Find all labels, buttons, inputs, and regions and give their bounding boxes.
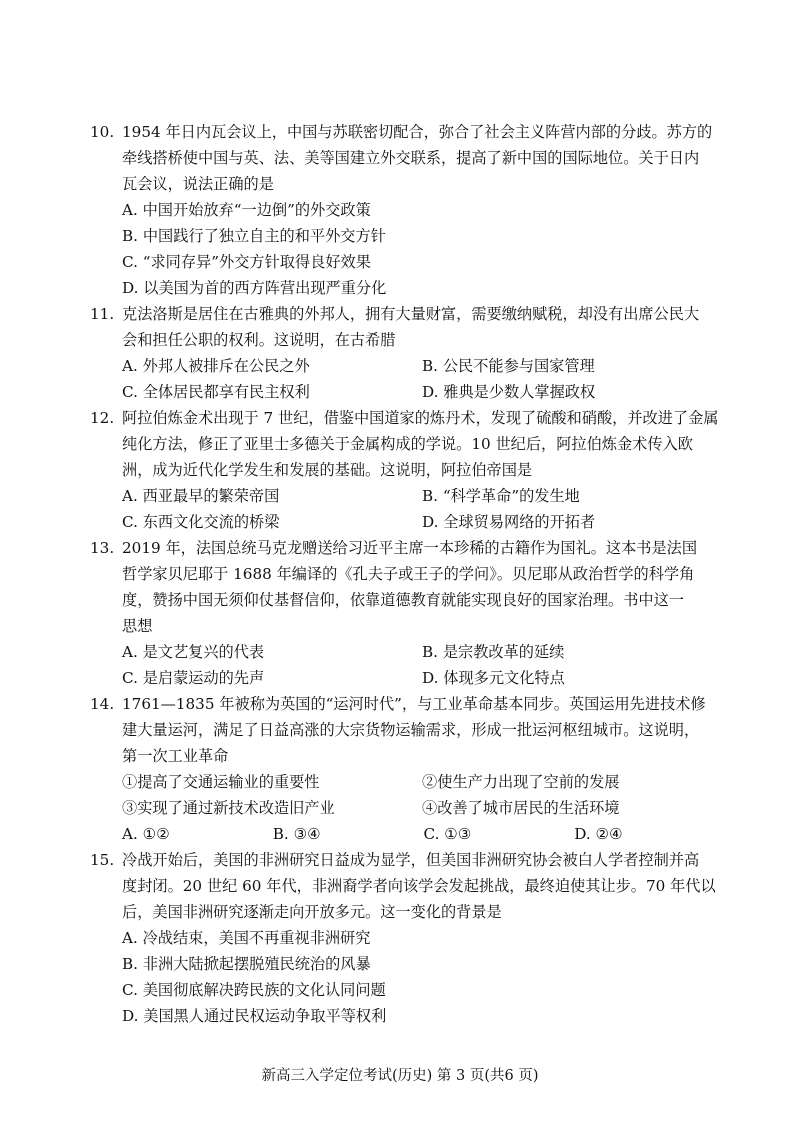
option-d: D. 美国黑人通过民权运动争取平等权利 [122, 1007, 387, 1025]
option-b: B. “科学革命”的发生地 [422, 487, 580, 505]
question-stem-line: 后，美国非洲研究逐渐走向开放多元。这一变化的背景是 [122, 903, 502, 921]
option-d: D. 雅典是少数人掌握政权 [422, 383, 596, 401]
option-a: A. 是文艺复兴的代表 [122, 643, 265, 661]
question-stem-line: 哲学家贝尼耶于 1688 年编译的《孔夫子或王子的学问》。贝尼耶从政治哲学的科学角 [122, 565, 695, 583]
option-c: C. 东西文化交流的桥梁 [122, 513, 280, 531]
question-number: 10. [90, 123, 115, 141]
question-number: 14. [90, 695, 115, 713]
option-a: A. ①② [122, 825, 170, 843]
option-c: C. “求同存异”外交方针取得良好效果 [122, 253, 371, 271]
question-12 [90, 405, 725, 535]
question-stem-line: 度，赞扬中国无须仰仗基督信仰，依靠道德教育就能实现良好的国家治理。书中这一 [122, 591, 684, 609]
option-c: C. 全体居民都享有民主权利 [122, 383, 310, 401]
statement-2: ②使生产力出现了空前的发展 [422, 773, 620, 791]
option-c: C. ①③ [423, 825, 472, 843]
option-b: B. 是宗教改革的延续 [422, 643, 565, 661]
question-stem-line: 瓦会议，说法正确的是 [122, 175, 274, 193]
question-number: 11. [90, 305, 115, 323]
question-stem-line: 第一次工业革命 [122, 747, 229, 765]
question-stem-line: 牵线搭桥使中国与英、法、美等国建立外交联系，提高了新中国的国际地位。关于日内 [122, 149, 700, 167]
question-stem-line: 思想 [122, 617, 153, 635]
question-stem-line: 1761—1835 年被称为英国的“运河时代”，与工业革命基本同步。英国运用先进技术修 [122, 695, 706, 713]
option-a: A. 冷战结束，美国不再重视非洲研究 [122, 929, 371, 947]
question-stem-line: 阿拉伯炼金术出现于 7 世纪，借鉴中国道家的炼丹术，发现了硫酸和硝酸，并改进了金属 [122, 409, 719, 427]
question-stem-line: 冷战开始后，美国的非洲研究日益成为显学，但美国非洲研究协会被白人学者控制并高 [122, 851, 700, 869]
question-number: 15. [90, 851, 115, 869]
option-d: D. 全球贸易网络的开拓者 [422, 513, 596, 531]
option-d: D. 体现多元文化特点 [422, 669, 565, 687]
question-stem-line: 会和担任公职的权利。这说明，在古希腊 [122, 331, 396, 349]
option-b: B. 公民不能参与国家管理 [422, 357, 595, 375]
question-number: 13. [90, 539, 115, 557]
option-a: A. 中国开始放弃“一边倒”的外交政策 [122, 201, 371, 219]
question-stem-line: 建大量运河，满足了日益高涨的大宗货物运输需求，形成一批运河枢纽城市。这说明， [122, 721, 700, 739]
statement-1: ①提高了交通运输业的重要性 [122, 773, 320, 791]
question-13 [90, 535, 725, 691]
option-a: A. 西亚最早的繁荣帝国 [122, 487, 280, 505]
page-footer: 新高三入学定位考试(历史) 第 3 页(共6 页) [261, 1068, 539, 1084]
question-14 [90, 691, 725, 847]
question-15 [90, 847, 725, 1029]
question-10 [90, 119, 725, 301]
question-11 [90, 301, 725, 405]
question-stem-line: 纯化方法，修正了亚里士多德关于金属构成的学说。10 世纪后，阿拉伯炼金术传入欧 [122, 435, 693, 453]
question-stem-line: 克法洛斯是居住在古雅典的外邦人，拥有大量财富，需要缴纳赋税，却没有出席公民大 [122, 305, 700, 323]
statement-4: ④改善了城市居民的生活环境 [422, 799, 620, 817]
question-stem-line: 2019 年，法国总统马克龙赠送给习近平主席一本珍稀的古籍作为国礼。这本书是法国 [122, 539, 698, 557]
question-stem-line: 洲，成为近代化学发生和发展的基础。这说明，阿拉伯帝国是 [122, 461, 533, 479]
question-stem-line: 度封闭。20 世纪 60 年代，非洲裔学者向该学会发起挑战，最终迫使其让步。70 年代以 [122, 877, 716, 895]
option-b: B. ③④ [272, 825, 321, 843]
question-stem-line: 1954 年日内瓦会议上，中国与苏联密切配合，弥合了社会主义阵营内部的分歧。苏方的 [122, 123, 713, 141]
option-b: B. 非洲大陆掀起摆脱殖民统治的风暴 [122, 955, 371, 973]
option-c: C. 美国彻底解决跨民族的文化认同问题 [122, 981, 386, 999]
statement-3: ③实现了通过新技术改造旧产业 [122, 799, 335, 817]
option-d: D. 以美国为首的西方阵营出现严重分化 [122, 279, 387, 297]
option-d: D. ②④ [574, 825, 623, 843]
option-b: B. 中国践行了独立自主的和平外交方针 [122, 227, 386, 245]
option-c: C. 是启蒙运动的先声 [122, 669, 265, 687]
question-number: 12. [90, 409, 115, 427]
option-a: A. 外邦人被排斥在公民之外 [122, 357, 310, 375]
